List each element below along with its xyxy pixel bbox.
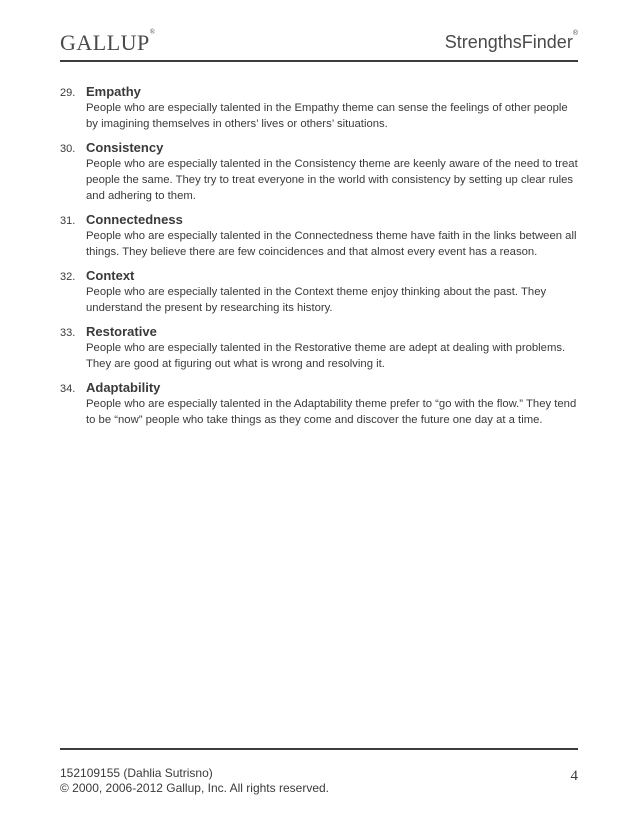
theme-description: People who are especially talented in the Connectedness theme have faith in the links between all things. They believe there are few coincidences and that almost every event has a reason. (86, 230, 577, 258)
theme-item (60, 212, 578, 260)
theme-description: People who are especially talented in the Empathy theme can sense the feelings of other people by imagining themselves in others’ lives or others’ situations. (86, 102, 568, 130)
strengthsfinder-brand (445, 32, 578, 53)
theme-number: 29. (60, 87, 76, 99)
theme-number: 34. (60, 383, 76, 395)
theme-name: Restorative (86, 324, 157, 339)
theme-description: People who are especially talented in the Consistency theme are keenly aware of the need to treat people the same. They try to treat everyone in the world with consistency by setting up clear rules and adhering to them. (86, 158, 578, 202)
theme-body (86, 212, 578, 260)
theme-body (86, 380, 578, 428)
theme-item (60, 84, 578, 132)
theme-number: 33. (60, 327, 76, 339)
theme-item (60, 380, 578, 428)
logo-text: GALLUP (60, 30, 150, 55)
theme-name: Adaptability (86, 380, 161, 395)
copyright-notice: © 2000, 2006-2012 Gallup, Inc. All rights reserved. (60, 781, 329, 795)
theme-list (60, 84, 578, 436)
theme-body (86, 140, 578, 204)
page-footer (60, 748, 578, 795)
theme-name: Empathy (86, 84, 141, 99)
theme-body (86, 324, 578, 372)
theme-item (60, 324, 578, 372)
page-number: 4 (570, 768, 578, 784)
logo-registered-mark: ® (149, 28, 156, 36)
theme-name: Consistency (86, 140, 164, 155)
theme-name: Connectedness (86, 212, 183, 227)
theme-name: Context (86, 268, 135, 283)
gallup-logo (60, 30, 156, 56)
theme-item (60, 268, 578, 316)
theme-number: 30. (60, 143, 76, 155)
brand-registered-mark: ® (572, 30, 578, 37)
report-id: 152109155 (Dahlia Sutrisno) (60, 766, 213, 780)
theme-number: 31. (60, 215, 76, 227)
theme-description: People who are especially talented in the Context theme enjoy thinking about the past. They understand the present by researching its history. (86, 286, 547, 314)
theme-body (86, 268, 578, 316)
theme-number: 32. (60, 271, 76, 283)
page-header (60, 24, 578, 62)
theme-description: People who are especially talented in the Adaptability theme prefer to “go with the flow.” They tend to be “now” people who take things as they come and discover the future one day at a time. (86, 398, 577, 426)
brand-text: StrengthsFinder (444, 32, 573, 52)
theme-description: People who are especially talented in the Restorative theme are adept at dealing with problems. They are good at figuring out what is wrong and resolving it. (86, 342, 566, 370)
theme-item (60, 140, 578, 204)
theme-body (86, 84, 578, 132)
